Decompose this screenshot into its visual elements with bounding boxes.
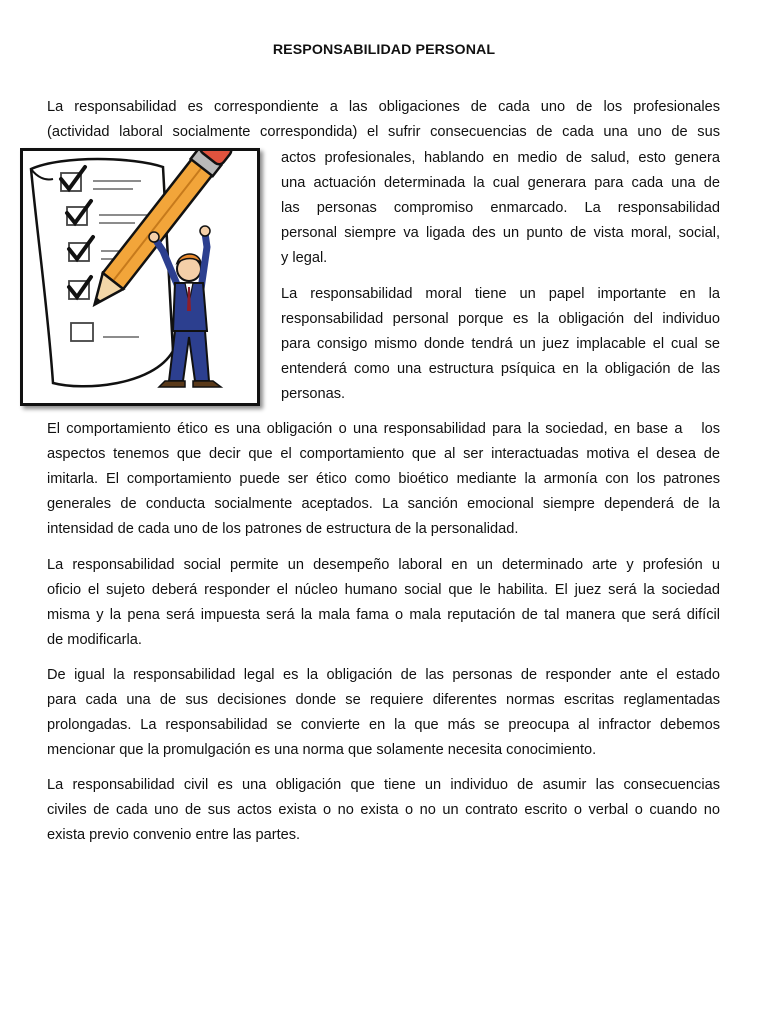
paragraph-line: La responsabilidad es correspondiente a las obligaciones de cada uno de los profesionales	[47, 99, 720, 115]
paragraph-line: La responsabilidad moral tiene un papel importante en la	[281, 286, 720, 302]
paragraph-4	[47, 553, 720, 653]
paragraph-line: actos profesionales, hablando en medio de salud, esto genera	[281, 150, 720, 166]
paragraph-line: para consigo mismo donde tendrá un juez implacable el cual se	[281, 336, 720, 352]
paragraph-line: intensidad de cada uno de los patrones de estructura de la personalidad.	[47, 521, 519, 537]
paragraph-line: exista previo convenio entre las partes.	[47, 827, 301, 843]
paragraph-line: oficio el sujeto deberá responder el núcleo humano social que le habilita. El juez será la sociedad	[47, 582, 720, 598]
paragraph-line: aspectos tenemos que decir que el comportamiento que al ser interactuadas motiva el desea de	[47, 446, 720, 462]
paragraph-1	[47, 95, 720, 145]
paragraph-5	[47, 663, 720, 763]
paragraph-line: una actuación determinada la cual generara para cada una de	[281, 175, 720, 191]
paragraph-line: misma y la pena será impuesta será la mala fama o mala reputación de tal manera que será difícil	[47, 607, 720, 623]
checklist-pencil-icon	[23, 151, 257, 403]
paragraph-line: De igual la responsabilidad legal es la obligación de las personas de responder ante el estado	[47, 667, 720, 683]
paragraph-line: La responsabilidad civil es una obligación que tiene un individuo de asumir las consecuencias	[47, 777, 720, 793]
paragraph-line: La responsabilidad social permite un desempeño laboral en un determinado arte y profesión u	[47, 557, 720, 573]
paragraph-2	[281, 282, 720, 407]
paragraph-line: personal siempre va ligada des un punto de vista moral, social,	[281, 225, 720, 241]
paragraph-line: personas.	[281, 386, 346, 402]
paragraph-line: responsabilidad personal porque es la obligación del individuo	[281, 311, 720, 327]
paragraph-line: entenderá como una estructura psíquica en la obligación de las	[281, 361, 720, 377]
paragraph-line: prolongadas. La responsabilidad se convierte en la que más se preocupa al infractor debemos	[47, 717, 720, 733]
paragraph-line: (actividad laboral socialmente correspondida) el sufrir consecuencias de cada una uno de sus	[47, 124, 720, 140]
paragraph-line: generales de conducta socialmente aceptados. La sanción emocional siempre dependerá de la	[47, 496, 720, 512]
paragraph-line: y legal.	[281, 250, 328, 266]
paragraph-line: El comportamiento ético es una obligación o una responsabilidad para la sociedad, en base a los	[47, 421, 720, 437]
paragraph-3	[47, 417, 720, 542]
paragraph-line: para cada una de sus decisiones donde se requiere diferentes normas escritas reglamentadas	[47, 692, 720, 708]
paragraph-line: civiles de cada uno de sus actos exista o no exista o no un contrato escrito o verbal o cuando no	[47, 802, 720, 818]
paragraph-line: mencionar que la promulgación es una norma que solamente necesita conocimiento.	[47, 742, 597, 758]
paragraph-line: de modificarla.	[47, 632, 142, 648]
paragraph-line: imitarla. El comportamiento puede ser ético como bioético mediante la armonía con los patrones	[47, 471, 720, 487]
checklist-illustration	[20, 148, 260, 406]
document-title: RESPONSABILIDAD PERSONAL	[272, 42, 496, 58]
paragraph-1-continued	[281, 146, 720, 271]
paragraph-line: las personas compromiso enmarcado. La responsabilidad	[281, 200, 720, 216]
paragraph-6	[47, 773, 720, 848]
